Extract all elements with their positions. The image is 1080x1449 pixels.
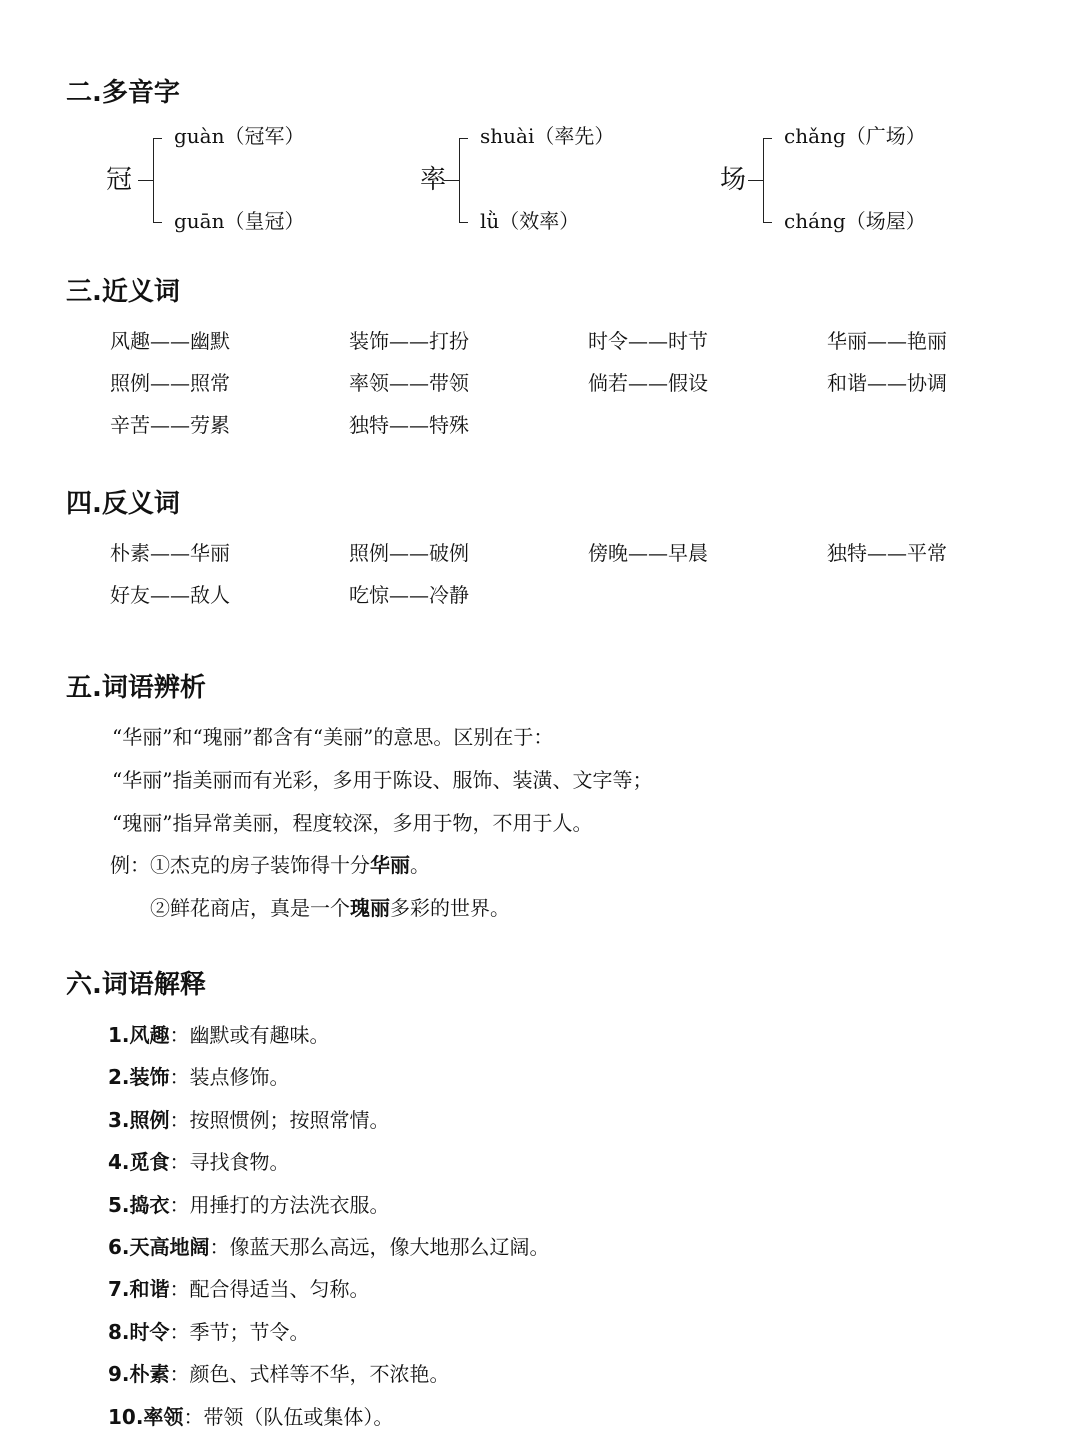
- word-pair: 华丽——艳丽: [827, 329, 947, 353]
- word-pair: 倘若——假设: [588, 371, 708, 395]
- definition-item: [108, 1065, 550, 1107]
- definition-item: [108, 1277, 550, 1319]
- definition-text: 寻找食物。: [189, 1150, 290, 1175]
- colon: ：: [169, 1192, 190, 1217]
- brace-icon: [763, 138, 772, 223]
- word-pair: 好友——敌人: [110, 583, 230, 607]
- word-pair: 朴素——华丽: [110, 541, 230, 565]
- discrimination-line: “华丽”和“瑰丽”都含有“美丽”的意思。区别在于：: [112, 725, 554, 749]
- definition-term: 8.时令: [108, 1319, 170, 1344]
- brace-icon: [459, 138, 468, 223]
- definition-text: 用捶打的方法洗衣服。: [189, 1192, 390, 1217]
- word-pair: 风趣——幽默: [110, 329, 230, 353]
- polyphone-reading-bottom: guān（皇冠）: [174, 209, 305, 233]
- word-pair: 辛苦——劳累: [110, 413, 230, 437]
- example-highlight: 华丽: [370, 853, 410, 877]
- section-title-discrimination: 五.词语辨析: [66, 673, 206, 703]
- polyphone-char: 场: [720, 165, 747, 195]
- definition-item: [108, 1108, 550, 1150]
- word-pair: 照例——照常: [110, 371, 230, 395]
- word-pair: 独特——特殊: [349, 413, 469, 437]
- definition-term: 1.风趣: [108, 1023, 170, 1047]
- definition-term: 5.捣衣: [108, 1192, 170, 1217]
- definition-text: 像蓝天那么高远，像大地那么辽阔。: [229, 1234, 550, 1259]
- polyphone-char: 冠: [106, 165, 133, 195]
- section-title-explanations: 六.词语解释: [66, 970, 206, 1000]
- word-pair: 和谐——协调: [827, 371, 947, 395]
- word-pair: 装饰——打扮: [349, 329, 469, 353]
- definition-item: [108, 1193, 550, 1235]
- definition-list: [108, 1023, 550, 1447]
- definition-item: [108, 1320, 550, 1362]
- brace-icon: [153, 138, 162, 223]
- colon: ：: [169, 1150, 190, 1175]
- polyphone-char: 率: [420, 165, 447, 195]
- polyphone-reading-top: chǎng（广场）: [784, 124, 926, 148]
- synonym-list: [110, 329, 1060, 437]
- polyphone-reading-bottom: cháng（场屋）: [784, 209, 926, 233]
- discrimination-line: “瑰丽”指异常美丽，程度较深，多用于物，不用于人。: [112, 811, 593, 835]
- colon: ：: [169, 1319, 190, 1344]
- definition-term: 3.照例: [108, 1107, 170, 1132]
- example-text: 例：①杰克的房子装饰得十分: [110, 853, 370, 877]
- word-pair: 傍晚——早晨: [588, 541, 708, 565]
- colon: ：: [169, 1362, 190, 1387]
- colon: ：: [169, 1065, 190, 1090]
- definition-text: 装点修饰。: [189, 1065, 290, 1090]
- word-pair: 独特——平常: [827, 541, 947, 565]
- example-sentence-1: [110, 853, 430, 877]
- polyphone-reading-top: guàn（冠军）: [174, 124, 305, 148]
- definition-term: 6.天高地阔: [108, 1234, 210, 1259]
- definition-item: [108, 1235, 550, 1277]
- definition-item: [108, 1023, 550, 1065]
- definition-term: 7.和谐: [108, 1277, 170, 1302]
- antonym-list: [110, 541, 1060, 607]
- polyphone-reading-top: shuài（率先）: [480, 124, 615, 148]
- example-text: 。: [410, 853, 430, 877]
- definition-term: 4.觅食: [108, 1150, 170, 1175]
- example-text: ②鲜花商店，真是一个: [150, 896, 350, 920]
- definition-text: 按照惯例；按照常情。: [189, 1107, 390, 1132]
- word-pair: 率领——带领: [349, 371, 469, 395]
- definition-term: 10.率领: [108, 1404, 184, 1429]
- colon: ：: [209, 1234, 230, 1259]
- definition-term: 9.朴素: [108, 1362, 170, 1387]
- colon: ：: [183, 1404, 204, 1429]
- example-text: 多彩的世界。: [390, 896, 510, 920]
- section-title-synonyms: 三.近义词: [66, 277, 180, 307]
- definition-text: 季节；节令。: [189, 1319, 310, 1344]
- section-title-antonyms: 四.反义词: [66, 489, 180, 519]
- definition-item: [108, 1362, 550, 1404]
- definition-term: 2.装饰: [108, 1065, 170, 1090]
- definition-text: 幽默或有趣味。: [189, 1023, 330, 1047]
- colon: ：: [169, 1107, 190, 1132]
- definition-text: 颜色、式样等不华，不浓艳。: [189, 1362, 450, 1387]
- word-pair: 吃惊——冷静: [349, 583, 469, 607]
- example-sentence-2: [150, 896, 510, 920]
- colon: ：: [169, 1277, 190, 1302]
- colon: ：: [169, 1023, 190, 1047]
- word-pair: 时令——时节: [588, 329, 708, 353]
- definition-text: 配合得适当、匀称。: [189, 1277, 370, 1302]
- example-highlight: 瑰丽: [350, 896, 390, 920]
- section-title-polyphonic: 二.多音字: [66, 78, 180, 108]
- definition-item: [108, 1405, 550, 1447]
- word-pair: 照例——破例: [349, 541, 469, 565]
- definition-item: [108, 1150, 550, 1192]
- definition-text: 带领（队伍或集体）。: [203, 1404, 394, 1429]
- discrimination-line: “华丽”指美丽而有光彩，多用于陈设、服饰、装潢、文字等；: [112, 768, 653, 792]
- polyphone-reading-bottom: lǜ（效率）: [480, 209, 580, 233]
